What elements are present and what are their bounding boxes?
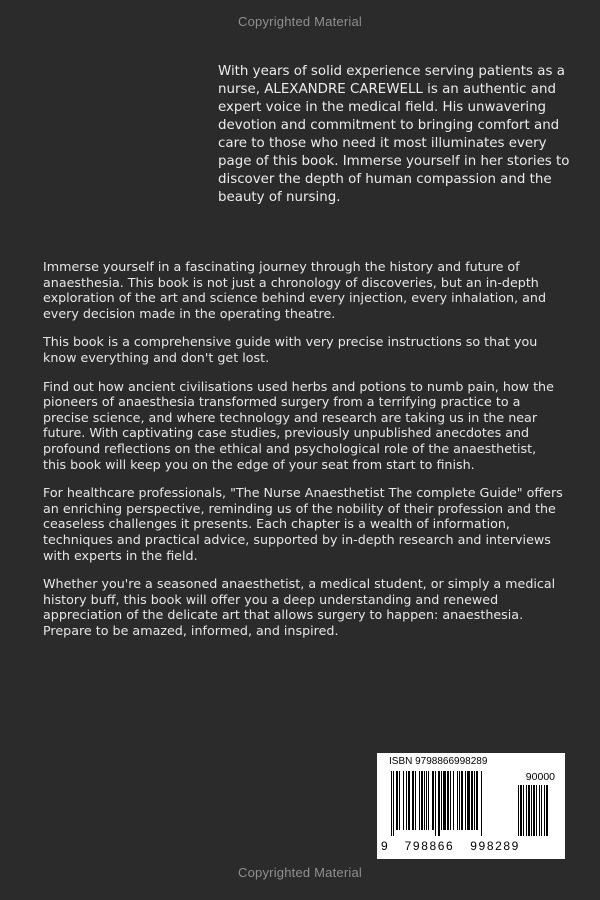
barcode-lead-digit: 9 — [381, 839, 388, 853]
isbn-barcode — [377, 753, 565, 859]
blurb-paragraph-5: Whether you're a seasoned anaesthetist, a medical student, or simply a medical history buff, this book will offer you a deep understanding and renewed appreciation of the delicate art that allows surgery to happen: anaesthesia. Prepare to be amazed, informed, and inspired. — [43, 576, 556, 638]
blurb-paragraph-1: Immerse yourself in a fascinating journey through the history and future of anaesthesia. This book is not just a chronology of discoveries, but an in-depth exploration of the art and science behind every injection, every inhalation, and every decision made in the operating theatre. — [43, 259, 547, 321]
book-blurb — [43, 259, 563, 651]
barcode-right-digits: 998289 — [470, 839, 520, 853]
author-bio: With years of solid experience serving patients as a nurse, ALEXANDRE CAREWELL is an authentic and expert voice in the medical field. His unwavering devotion and commitment to bringing comfort and care to those who need it most illuminates every page of this book. Immerse yourself in her stories to discover the depth of human compassion and the beauty of nursing. — [218, 64, 570, 205]
isbn-label: ISBN 9798866998289 — [389, 756, 488, 767]
copyright-watermark-bottom: Copyrighted Material — [238, 865, 362, 880]
blurb-paragraph-3: Find out how ancient civilisations used herbs and potions to numb pain, how the pioneers of anaesthesia transformed surgery from a terrifying practice to a precise science, and where technology and research are taking us in the near future. With captivating case studies, previously unpublished anecdotes and profound reflections on the ethical and psychological role of the anaesthetist, this book will keep you on the edge of your seat from start to finish. — [43, 378, 554, 472]
copyright-watermark-top: Copyrighted Material — [238, 14, 362, 29]
blurb-paragraph-2: This book is a comprehensive guide with very precise instructions so that you know everything and don't get lost. — [43, 334, 538, 365]
barcode-left-digits: 798866 — [404, 839, 455, 853]
blurb-paragraph-4: For healthcare professionals, "The Nurse Anaesthetist The complete Guide" offers an enriching perspective, reminding us of the nobility of their profession and the ceaseless challenges it presents. Each chapter is a wealth of information, techniques and practical advice, supported by in-depth research and interviews with experts in the field. — [43, 485, 563, 563]
price-code: 90000 — [525, 771, 555, 783]
barcode-main-bars — [391, 771, 515, 836]
barcode-digits — [381, 839, 520, 853]
barcode-addon-bars — [518, 785, 554, 842]
